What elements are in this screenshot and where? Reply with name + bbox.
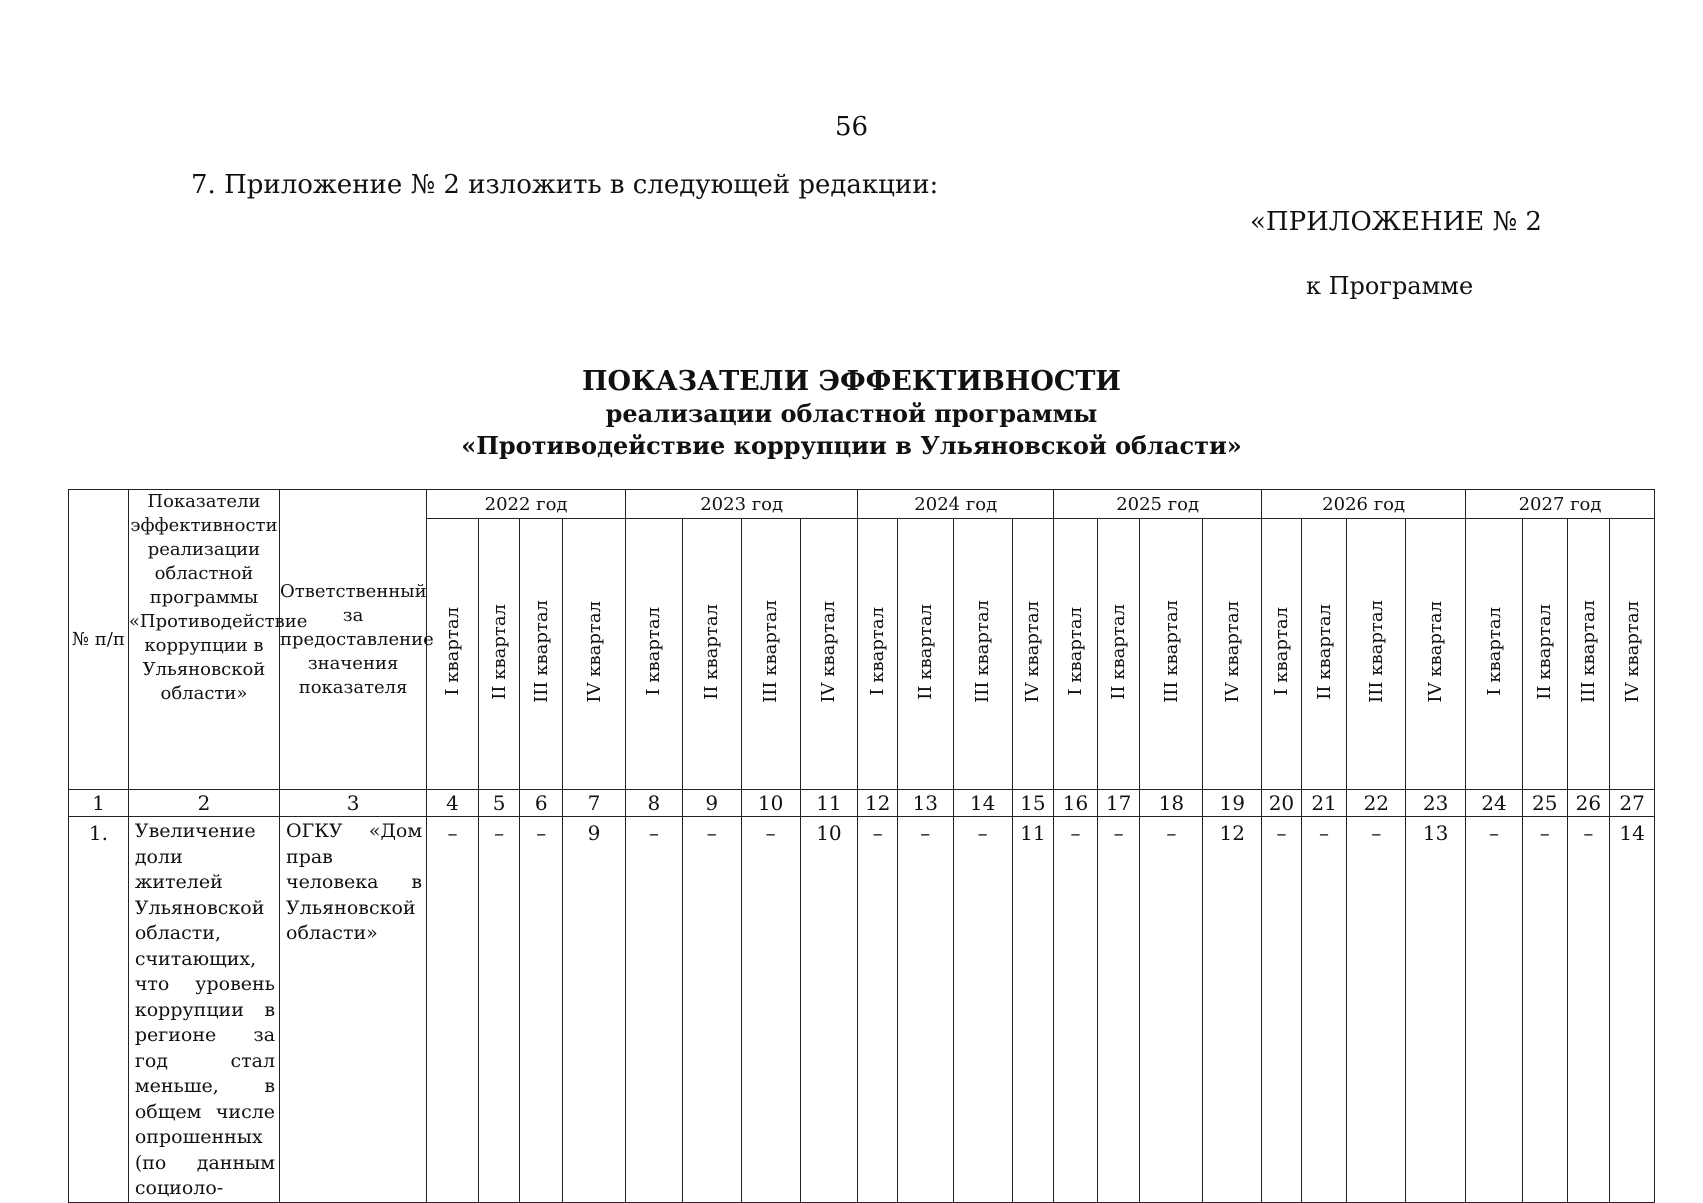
column-number: 15 bbox=[1012, 790, 1054, 817]
column-number: 1 bbox=[69, 790, 129, 817]
header-num: № п/п bbox=[69, 490, 129, 790]
quarter-label: IV квартал bbox=[583, 600, 605, 703]
value-cell: 13 bbox=[1406, 817, 1466, 1203]
quarter-header bbox=[427, 519, 479, 790]
column-number: 12 bbox=[858, 790, 898, 817]
column-number: 4 bbox=[427, 790, 479, 817]
quarter-header bbox=[953, 519, 1012, 790]
quarter-label: II квартал bbox=[701, 603, 723, 700]
quarter-header bbox=[1466, 519, 1523, 790]
quarter-header bbox=[1097, 519, 1140, 790]
quarter-label: III квартал bbox=[1577, 600, 1599, 703]
quarter-label: I квартал bbox=[867, 607, 889, 696]
quarter-header bbox=[1610, 519, 1655, 790]
quarter-label: III квартал bbox=[530, 600, 552, 703]
value-cell: – bbox=[626, 817, 683, 1203]
quarter-header bbox=[1140, 519, 1203, 790]
quarter-header bbox=[1203, 519, 1262, 790]
year-header: 2024 год bbox=[858, 490, 1054, 519]
quarter-header bbox=[1301, 519, 1347, 790]
header-indicator: Показатели эффективности реализации областной программы «Противодействие коррупции в Ульяновской области» bbox=[128, 490, 279, 790]
year-header: 2022 год bbox=[427, 490, 626, 519]
column-number: 2 bbox=[128, 790, 279, 817]
quarter-label: II квартал bbox=[1534, 603, 1556, 700]
value-cell: – bbox=[1522, 817, 1567, 1203]
value-cell: – bbox=[427, 817, 479, 1203]
quarter-header bbox=[478, 519, 520, 790]
value-cell: – bbox=[478, 817, 520, 1203]
responsible-text: ОГКУ «Дом прав человека в Ульяновской области» bbox=[280, 817, 427, 1203]
quarter-header bbox=[520, 519, 563, 790]
column-number: 14 bbox=[953, 790, 1012, 817]
quarter-header bbox=[1054, 519, 1098, 790]
value-cell: 9 bbox=[563, 817, 626, 1203]
column-number: 19 bbox=[1203, 790, 1262, 817]
column-number: 27 bbox=[1610, 790, 1655, 817]
quarter-header bbox=[563, 519, 626, 790]
column-number: 6 bbox=[520, 790, 563, 817]
column-number: 16 bbox=[1054, 790, 1098, 817]
column-number: 18 bbox=[1140, 790, 1203, 817]
quarter-label: III квартал bbox=[1365, 600, 1387, 703]
column-number: 10 bbox=[741, 790, 800, 817]
column-number: 17 bbox=[1097, 790, 1140, 817]
year-header: 2025 год bbox=[1054, 490, 1262, 519]
column-number: 20 bbox=[1262, 790, 1302, 817]
value-cell: 10 bbox=[800, 817, 858, 1203]
column-number: 7 bbox=[563, 790, 626, 817]
table-row bbox=[69, 817, 1655, 1203]
value-cell: – bbox=[897, 817, 953, 1203]
quarter-header bbox=[858, 519, 898, 790]
header-responsible: Ответственный за предоставление значения показателя bbox=[280, 490, 427, 790]
value-cell: 12 bbox=[1203, 817, 1262, 1203]
quarter-label: IV квартал bbox=[1621, 600, 1643, 703]
quarter-label: IV квартал bbox=[818, 600, 840, 703]
quarter-label: III квартал bbox=[760, 600, 782, 703]
quarter-label: II квартал bbox=[1108, 603, 1130, 700]
column-number: 9 bbox=[682, 790, 741, 817]
year-header: 2026 год bbox=[1262, 490, 1466, 519]
quarter-label: III квартал bbox=[972, 600, 994, 703]
document-title bbox=[0, 366, 1703, 462]
quarter-label: IV квартал bbox=[1022, 600, 1044, 703]
column-number-row bbox=[69, 790, 1655, 817]
quarter-label: I квартал bbox=[1270, 607, 1292, 696]
column-number: 8 bbox=[626, 790, 683, 817]
value-cell: 11 bbox=[1012, 817, 1054, 1203]
quarter-header bbox=[1567, 519, 1610, 790]
indicators-table bbox=[68, 489, 1655, 1203]
column-number: 11 bbox=[800, 790, 858, 817]
value-cell: – bbox=[1097, 817, 1140, 1203]
quarter-header bbox=[897, 519, 953, 790]
column-number: 25 bbox=[1522, 790, 1567, 817]
value-cell: 14 bbox=[1610, 817, 1655, 1203]
column-number: 22 bbox=[1347, 790, 1406, 817]
value-cell: – bbox=[1466, 817, 1523, 1203]
quarter-header bbox=[1347, 519, 1406, 790]
quarter-header bbox=[800, 519, 858, 790]
instruction-text: 7. Приложение № 2 изложить в следующей редакции: bbox=[191, 170, 939, 200]
row-number: 1. bbox=[69, 817, 129, 1203]
quarter-header bbox=[741, 519, 800, 790]
value-cell: – bbox=[1140, 817, 1203, 1203]
quarter-header bbox=[626, 519, 683, 790]
page-number: 56 bbox=[834, 112, 869, 142]
quarter-label: IV квартал bbox=[1425, 600, 1447, 703]
column-number: 23 bbox=[1406, 790, 1466, 817]
indicator-text: Увеличение доли жителей Ульяновской области, считающих, что уровень коррупции в регионе за год стал меньше, в общем числе опрошенных (по данным социоло- bbox=[128, 817, 279, 1203]
value-cell: – bbox=[741, 817, 800, 1203]
quarter-header bbox=[1406, 519, 1466, 790]
value-cell: – bbox=[682, 817, 741, 1203]
quarter-header bbox=[1262, 519, 1302, 790]
quarter-header bbox=[682, 519, 741, 790]
title-line-1: ПОКАЗАТЕЛИ ЭФФЕКТИВНОСТИ bbox=[582, 366, 1121, 397]
column-number: 21 bbox=[1301, 790, 1347, 817]
column-number: 24 bbox=[1466, 790, 1523, 817]
year-header: 2027 год bbox=[1466, 490, 1655, 519]
value-cell: – bbox=[1347, 817, 1406, 1203]
quarter-label: I квартал bbox=[1064, 607, 1086, 696]
value-cell: – bbox=[1567, 817, 1610, 1203]
column-number: 3 bbox=[280, 790, 427, 817]
quarter-header bbox=[1522, 519, 1567, 790]
quarter-label: I квартал bbox=[1483, 607, 1505, 696]
year-header-row bbox=[69, 490, 1655, 519]
appendix-label: «ПРИЛОЖЕНИЕ № 2 bbox=[1250, 207, 1542, 237]
title-line-3: «Противодействие коррупции в Ульяновской области» bbox=[461, 431, 1242, 460]
column-number: 26 bbox=[1567, 790, 1610, 817]
value-cell: – bbox=[520, 817, 563, 1203]
quarter-label: II квартал bbox=[1313, 603, 1335, 700]
year-header: 2023 год bbox=[626, 490, 858, 519]
quarter-label: II квартал bbox=[488, 603, 510, 700]
value-cell: – bbox=[953, 817, 1012, 1203]
quarter-label: II квартал bbox=[914, 603, 936, 700]
quarter-label: I квартал bbox=[643, 607, 665, 696]
value-cell: – bbox=[1301, 817, 1347, 1203]
quarter-label: IV квартал bbox=[1221, 600, 1243, 703]
to-program-label: к Программе bbox=[1306, 272, 1474, 300]
value-cell: – bbox=[1262, 817, 1302, 1203]
column-number: 5 bbox=[478, 790, 520, 817]
value-cell: – bbox=[858, 817, 898, 1203]
quarter-header bbox=[1012, 519, 1054, 790]
title-line-2: реализации областной программы bbox=[605, 399, 1098, 428]
value-cell: – bbox=[1054, 817, 1098, 1203]
quarter-label: I квартал bbox=[442, 607, 463, 696]
quarter-label: III квартал bbox=[1160, 600, 1182, 703]
column-number: 13 bbox=[897, 790, 953, 817]
